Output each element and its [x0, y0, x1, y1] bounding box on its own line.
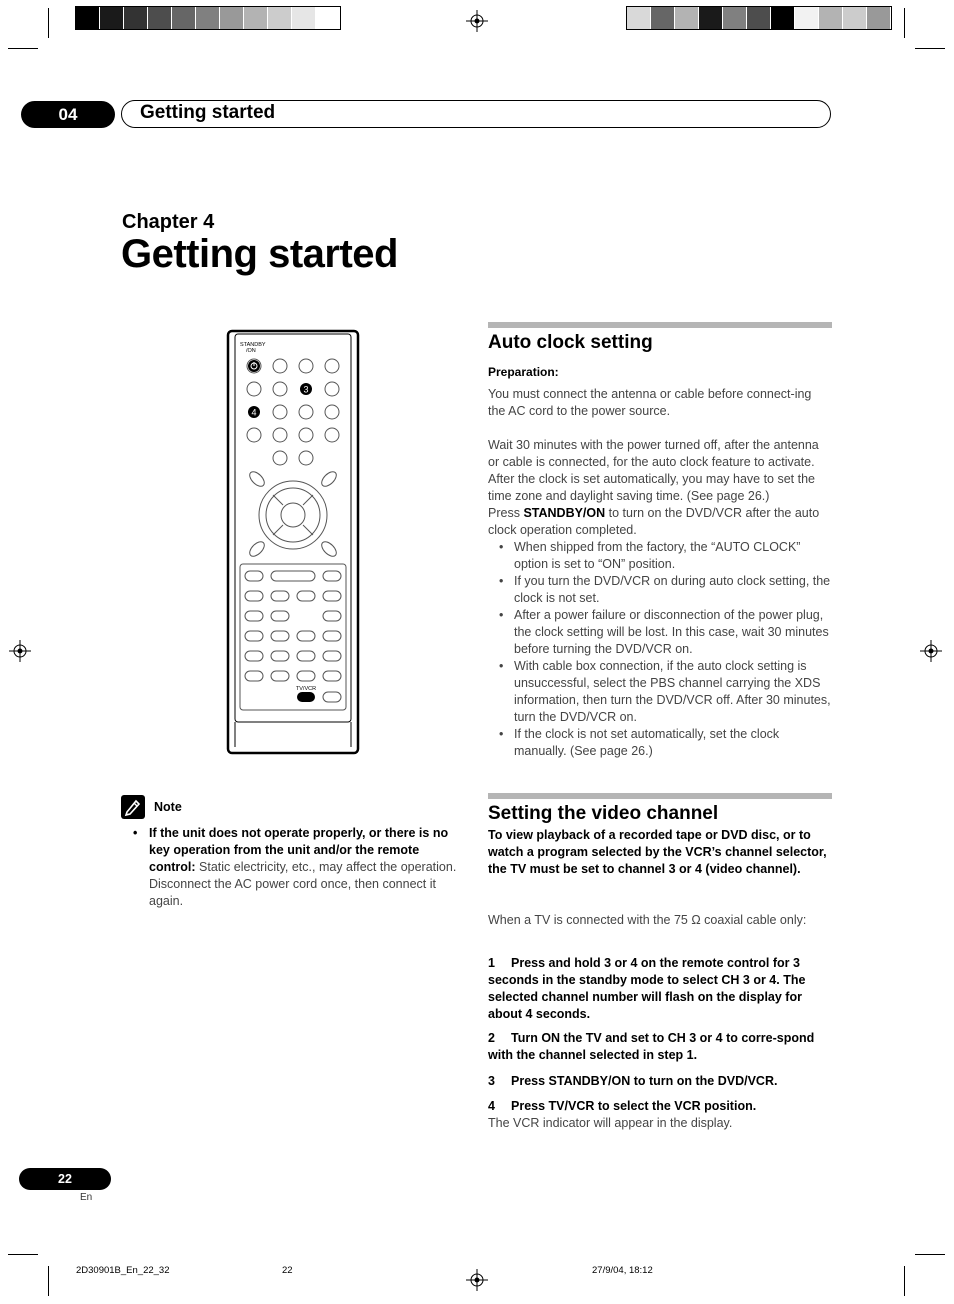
standby-key-name: STANDBY/ON — [523, 506, 606, 520]
press-suffix: to turn on the DVD/VCR after the auto clock operation completed. — [488, 506, 820, 537]
registration-mark-icon — [9, 640, 31, 662]
note-pencil-icon — [121, 795, 145, 819]
color-swatch — [771, 7, 795, 29]
wait-text: Wait 30 minutes with the power turned off, after the antenna or cable is connected, for the auto clock feature to activate. — [488, 438, 819, 469]
color-swatch — [148, 7, 172, 29]
note-bold-text: If the unit does not operate properly, or there is no key operation from the unit and/or the remote control: — [149, 826, 449, 874]
list-item: • With cable box connection, if the auto clock setting is unsuccessful, select the PBS channel carrying the XDS information, then turn the DVD/VCR off. After 30 minutes, turn the DVD/VCR on. — [488, 658, 832, 726]
running-header-title: Getting started — [140, 102, 276, 123]
color-swatch — [220, 7, 244, 29]
step-text: Press and hold 3 or 4 on the remote control for 3 seconds in the standby mode to select CH 3 or 4. The selected channel number will flash on the display for about 4 seconds. — [488, 956, 806, 1021]
page-title: Getting started — [121, 232, 398, 276]
registration-mark-icon — [466, 1269, 488, 1291]
color-swatch — [292, 7, 316, 29]
color-calibration-strip-left — [75, 6, 341, 30]
auto-clock-body — [488, 386, 832, 760]
chapter-number-badge: 04 — [21, 101, 115, 128]
color-swatch — [244, 7, 268, 29]
button-3-label: 3 — [303, 384, 309, 395]
list-item: • If you turn the DVD/VCR on during auto clock setting, the clock is not set. — [488, 573, 832, 607]
press-standby-text — [488, 505, 832, 539]
note-text — [149, 825, 467, 910]
section-rule — [488, 793, 832, 799]
list-item: • When shipped from the factory, the “AUTO CLOCK” option is set to “ON” position. — [488, 539, 832, 573]
print-page-number: 22 — [282, 1265, 293, 1276]
auto-clock-heading: Auto clock setting — [488, 332, 653, 353]
after-text: After the clock is set automatically, you may have to set the time zone and daylight saving time. (See page 26.) — [488, 472, 816, 503]
preparation-label: Preparation: — [488, 365, 559, 379]
color-swatch — [723, 7, 747, 29]
auto-clock-bullets — [488, 539, 832, 760]
preparation-text: You must connect the antenna or cable before connect-ing the AC cord to the power source. — [488, 387, 812, 418]
press-prefix: Press — [488, 506, 524, 520]
step-text: Turn ON the TV and set to CH 3 or 4 to corre-spond with the channel selected in step 1. — [488, 1031, 815, 1062]
color-calibration-strip-right — [626, 6, 892, 30]
video-channel-intro: To view playback of a recorded tape or DVD disc, or to watch a program selected by the VCR’s channel selector, the TV must be set to channel 3 or 4 (video channel). — [488, 828, 827, 876]
color-swatch — [675, 7, 699, 29]
color-swatch — [124, 7, 148, 29]
language-code: En — [80, 1192, 93, 1203]
remote-control-illustration — [226, 329, 360, 755]
step-3 — [488, 1073, 834, 1090]
step-number: 3 — [488, 1074, 495, 1088]
tv-vcr-button-highlight — [297, 692, 315, 702]
color-swatch — [316, 7, 340, 29]
chapter-label: Chapter 4 — [122, 211, 215, 233]
note-body-text: Static electricity, etc., may affect the operation. Disconnect the AC power cord once, then connect it again. — [149, 860, 457, 908]
print-file-code: 2D30901B_En_22_32 — [76, 1265, 170, 1276]
step-4 — [488, 1098, 834, 1115]
color-swatch — [699, 7, 723, 29]
color-swatch — [172, 7, 196, 29]
list-item: • After a power failure or disconnection of the power plug, the clock setting will be lost. In this case, wait 30 minutes before turning the DVD/VCR on. — [488, 607, 832, 658]
color-swatch — [795, 7, 819, 29]
step-number: 4 — [488, 1099, 495, 1113]
registration-mark-icon — [466, 10, 488, 32]
color-swatch — [268, 7, 292, 29]
color-swatch — [819, 7, 843, 29]
step-2 — [488, 1030, 834, 1064]
registration-mark-icon — [920, 640, 942, 662]
step-number: 1 — [488, 956, 495, 970]
color-swatch — [196, 7, 220, 29]
print-date: 27/9/04, 18:12 — [592, 1265, 653, 1276]
running-header — [121, 100, 831, 128]
standby-label-line2: /ON — [246, 348, 256, 354]
section-rule — [488, 322, 832, 328]
step-number: 2 — [488, 1031, 495, 1045]
video-channel-condition: When a TV is connected with the 75 Ω coaxial cable only: — [488, 913, 807, 927]
video-channel-heading: Setting the video channel — [488, 803, 719, 824]
standby-label-line1: STANDBY — [240, 342, 266, 348]
button-4-label: 4 — [251, 407, 257, 418]
color-swatch — [627, 7, 651, 29]
note-label: Note — [154, 800, 182, 814]
step-text: Press TV/VCR to select the VCR position. — [511, 1099, 757, 1113]
color-swatch — [867, 7, 891, 29]
step-4-result: The VCR indicator will appear in the display. — [488, 1116, 733, 1130]
list-item: • If the clock is not set automatically, set the clock manually. (See page 26.) — [488, 726, 832, 760]
step-text: Press STANDBY/ON to turn on the DVD/VCR. — [511, 1074, 778, 1088]
color-swatch — [651, 7, 675, 29]
page-number-badge: 22 — [19, 1168, 111, 1190]
step-1 — [488, 955, 834, 1023]
color-swatch — [76, 7, 100, 29]
color-swatch — [100, 7, 124, 29]
color-swatch — [747, 7, 771, 29]
tv-vcr-label: TV/VCR — [295, 686, 317, 692]
color-swatch — [843, 7, 867, 29]
